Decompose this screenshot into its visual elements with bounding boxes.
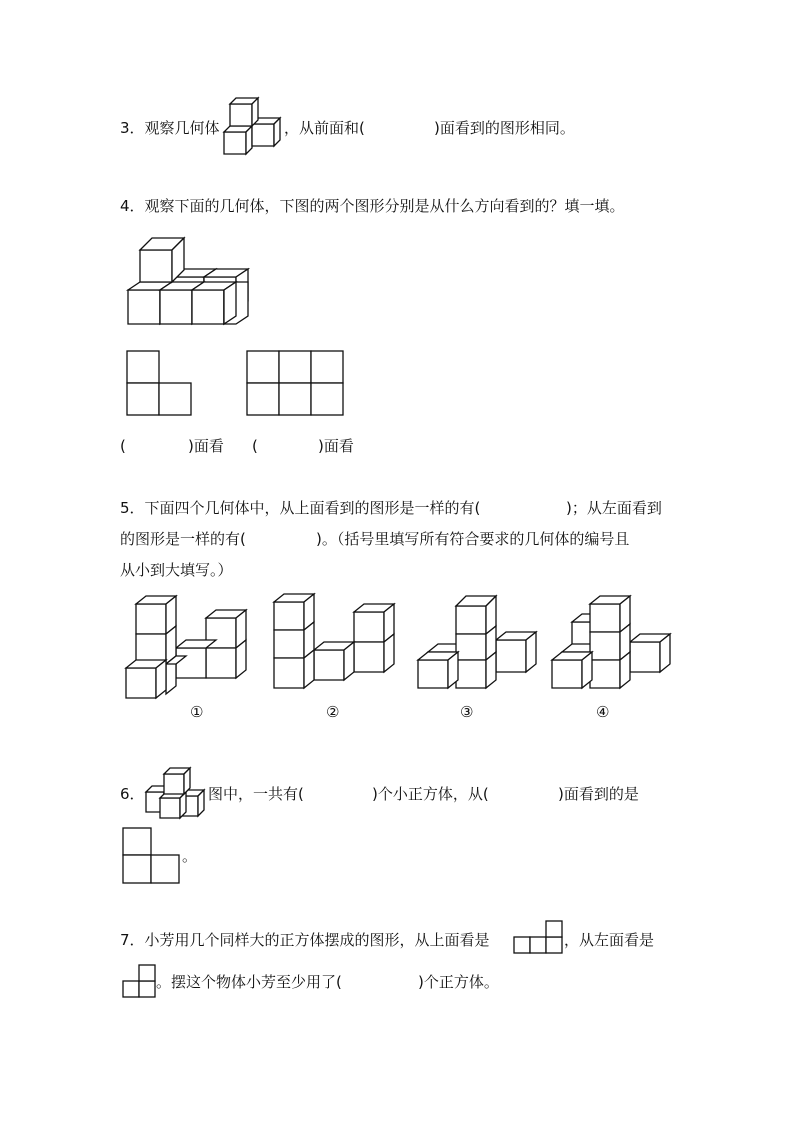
q7-line2-a: 。摆这个物体小芳至少用了( (156, 973, 342, 991)
cube (160, 792, 186, 818)
q6-cube-figure (144, 766, 210, 820)
q5-line2-b: )。（括号里填写所有符合要求的几何体的编号且 (316, 530, 630, 548)
q4-solid-figure (126, 236, 252, 328)
cube (630, 634, 670, 672)
q3-prefix: 3．观察几何体 (120, 119, 220, 137)
q5-label-1: ① (190, 703, 204, 721)
q4-view-a (126, 350, 192, 416)
q5-line1-b: )；从左面看到 (566, 499, 662, 517)
cube (230, 98, 258, 126)
q4-blank1-open: ( (120, 437, 126, 455)
q5-label-4: ④ (596, 703, 610, 721)
cube (418, 652, 458, 688)
cube (552, 652, 592, 688)
cube (496, 632, 536, 672)
q4-text: 4．观察下面的几何体，下图的两个图形分别是从什么方向看到的？填一填。 (120, 197, 625, 215)
cube (164, 768, 190, 794)
q5-figure-3 (416, 592, 542, 692)
q6-end: 。 (182, 847, 198, 865)
cube (354, 604, 394, 642)
q5-line3: 从小到大填写。） (120, 561, 233, 579)
q7-line1-b: ，从左面看是 (564, 931, 655, 949)
q5-label-2: ② (326, 703, 340, 721)
q5-figure-2 (272, 592, 398, 692)
cube (456, 596, 496, 634)
q7-line2-b: )个正方体。 (418, 973, 499, 991)
q4-blank2-open: ( (252, 437, 258, 455)
q6-text-b: )个小正方体，从( (372, 785, 489, 803)
cube (274, 594, 314, 630)
q7-left-view (122, 964, 158, 998)
q6-view (122, 827, 180, 885)
cube (126, 660, 166, 698)
q3-middle: ，从前面和( (284, 119, 365, 137)
q3-cube-figure (222, 96, 284, 158)
q4-blank1-close: )面看 (188, 437, 224, 455)
q5-line1-a: 5．下面四个几何体中，从上面看到的图形是一样的有( (120, 499, 481, 517)
q5-line2-a: 的图形是一样的有( (120, 530, 246, 548)
q7-line1-a: 7．小芳用几个同样大的正方体摆成的图形，从上面看是 (120, 931, 490, 949)
q6-text-c: )面看到的是 (558, 785, 639, 803)
q5-figure-4 (550, 592, 676, 692)
cube (224, 282, 248, 324)
q5-figure-1 (124, 592, 250, 704)
q3-suffix: )面看到的图形相同。 (434, 119, 575, 137)
q4-view-b (246, 350, 344, 416)
q6-text-a: 图中，一共有( (208, 785, 304, 803)
q5-label-3: ③ (460, 703, 474, 721)
q4-blank2-close: )面看 (318, 437, 354, 455)
cube (314, 642, 354, 680)
cube (136, 596, 176, 634)
cube (140, 238, 184, 282)
q6-prefix: 6． (120, 785, 145, 803)
q7-top-view (513, 918, 565, 954)
cube (590, 596, 630, 632)
cube (224, 126, 252, 154)
